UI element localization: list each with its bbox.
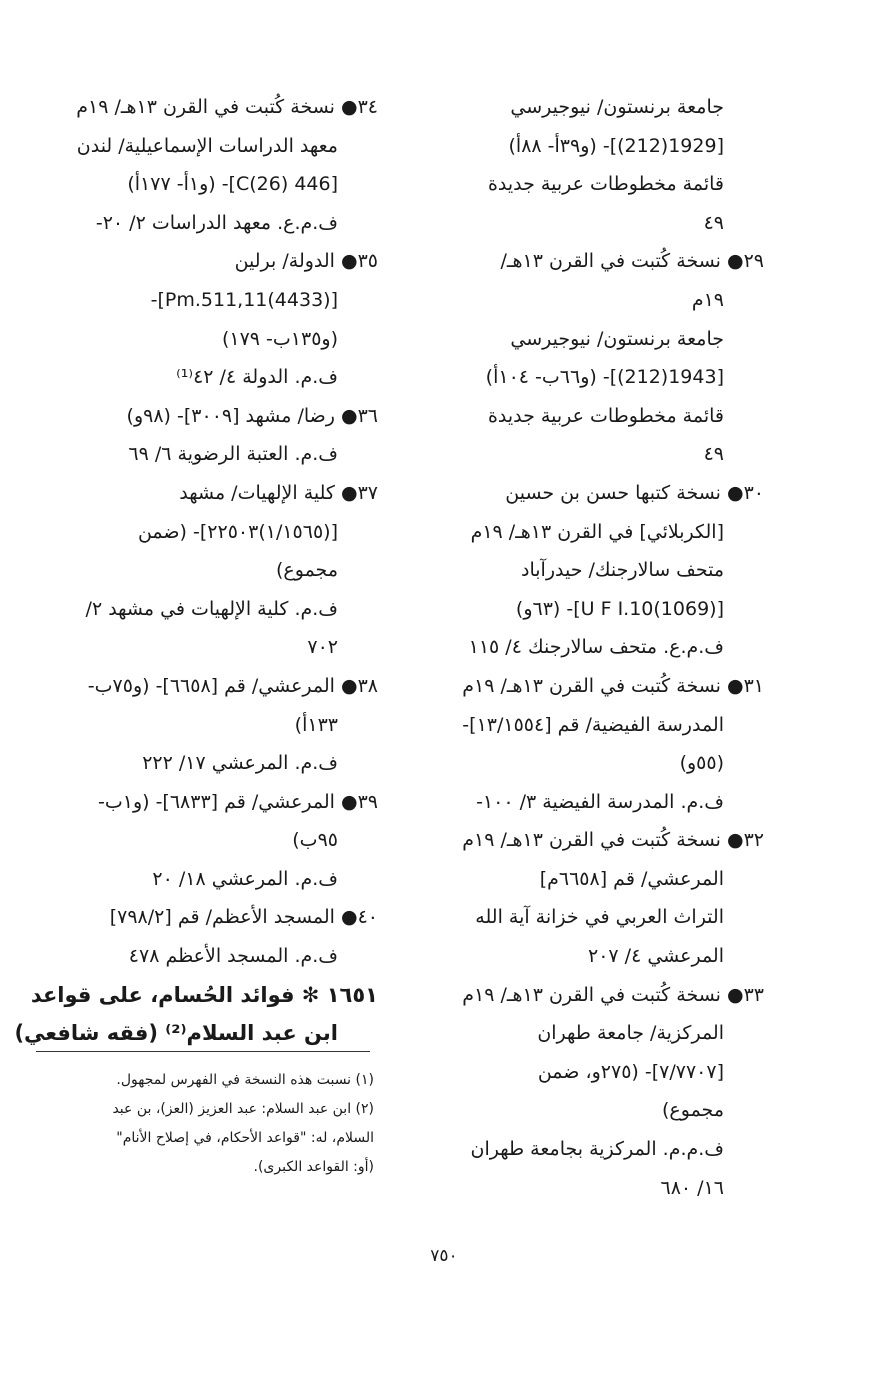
text-line: ف.م. المسجد الأعظم ٤٧٨ bbox=[128, 945, 338, 968]
text-line: المرعشي/ قم [٦٦٥٨م] bbox=[539, 867, 724, 890]
entry-title: ١٦٥١ ✻ فوائد الحُسام، على قواعد bbox=[30, 982, 378, 1007]
text-line: مجموع) bbox=[276, 559, 338, 582]
text-line: ٤٩ bbox=[703, 211, 724, 234]
entry-line: ٣٠● نسخة كتبها حسن بن حسين bbox=[505, 481, 764, 504]
text-line: ف.م.م. المركزية بجامعة طهران bbox=[470, 1138, 724, 1161]
entry-title-continued: ابن عبد السلام⁽²⁾ (فقه شافعي) bbox=[14, 1021, 338, 1046]
text-line: ف.م. المدرسة الفيضية ٣/ ١٠٠- bbox=[476, 790, 724, 813]
text-line: التراث العربي في خزانة آية الله bbox=[475, 906, 724, 929]
text-line: [1943(212)]- (و٦٦ب- ١٠٤أ) bbox=[485, 366, 724, 389]
text-line: ف.م. الدولة ٤/ ٤٢⁽¹⁾ bbox=[176, 366, 338, 389]
text-line: ف.م. العتبة الرضوية ٦/ ٦٩ bbox=[128, 443, 338, 466]
text-line: ف.م. المرعشي ١٨/ ٢٠ bbox=[152, 867, 338, 890]
text-line: ٧٠٢ bbox=[307, 636, 338, 659]
text-line: المركزية/ جامعة طهران bbox=[537, 1022, 724, 1045]
entry-line: ٣١● نسخة كُتبت في القرن ١٣هـ/ ١٩م bbox=[462, 674, 764, 697]
text-line: ٩٥ب) bbox=[292, 829, 338, 852]
footnotes bbox=[30, 1066, 374, 1182]
entry-line: ٣٣● نسخة كُتبت في القرن ١٣هـ/ ١٩م bbox=[462, 983, 764, 1006]
left-column bbox=[14, 88, 378, 1053]
text-line: قائمة مخطوطات عربية جديدة bbox=[487, 404, 724, 427]
text-line: ١٣٣أ) bbox=[294, 713, 338, 736]
text-line: [(١/١٥٦٥)٢٢٥٠٣]- (ضمن bbox=[137, 520, 338, 543]
text-line: ١٩م bbox=[691, 288, 724, 311]
text-line: المدرسة الفيضية/ قم [١٣/١٥٥٤]- bbox=[462, 713, 724, 736]
text-line: [Pm.511,11(4433)]- bbox=[150, 288, 338, 311]
text-line: جامعة برنستون/ نيوجيرسي bbox=[510, 327, 724, 350]
text-line: المرعشي ٤/ ٢٠٧ bbox=[588, 945, 724, 968]
text-line: (٥٥و) bbox=[679, 752, 724, 775]
entry-line: ٤٠● المسجد الأعظم/ قم [٧٩٨/٢] bbox=[109, 906, 378, 929]
text-line: ف.م. المرعشي ١٧/ ٢٢٢ bbox=[142, 752, 338, 775]
text-line: مجموع) bbox=[662, 1099, 724, 1122]
text-line: ١٦/ ٦٨٠ bbox=[660, 1176, 724, 1199]
entry-line: ٣٧● كلية الإلهيات/ مشهد bbox=[179, 481, 378, 504]
text-line: متحف سالارجنك/ حيدرآباد bbox=[521, 559, 724, 582]
text-line: (و١٣٥ب- ١٧٩) bbox=[221, 327, 338, 350]
text-line: [446 C(26)]- (و١أ- ١٧٧أ) bbox=[127, 173, 338, 196]
text-line: ف.م. كلية الإلهيات في مشهد ٢/ bbox=[85, 597, 338, 620]
text-line: ٤٩ bbox=[703, 443, 724, 466]
entry-line: ٣٥● الدولة/ برلين bbox=[234, 250, 378, 273]
text-line: قائمة مخطوطات عربية جديدة bbox=[487, 173, 724, 196]
entry-line: ٢٩● نسخة كُتبت في القرن ١٣هـ/ bbox=[500, 250, 764, 273]
text-line: معهد الدراسات الإسماعيلية/ لندن bbox=[76, 134, 338, 157]
entry-line: ٣٢● نسخة كُتبت في القرن ١٣هـ/ ١٩م bbox=[462, 829, 764, 852]
right-column bbox=[418, 88, 764, 1207]
entry-line: ٣٩● المرعشي/ قم [٦٨٣٣]- (و١ب- bbox=[97, 790, 378, 813]
text-line: [1929(212)]- (و٣٩أ- ٨٨أ) bbox=[508, 134, 724, 157]
text-line: [الكربلائي] في القرن ١٣هـ/ ١٩م bbox=[470, 520, 724, 543]
text-line: [U F I.10(1069)]- (٦٣و) bbox=[515, 597, 724, 620]
footnote-divider bbox=[36, 1051, 370, 1052]
page-number: ٧٥٠ bbox=[430, 1246, 458, 1266]
text-line: جامعة برنستون/ نيوجيرسي bbox=[510, 96, 724, 118]
entry-line: ٣٦● رضا/ مشهد [٣٠٠٩]- (٩٨و) bbox=[126, 404, 378, 427]
entry-line: ٣٨● المرعشي/ قم [٦٦٥٨]- (و٧٥ب- bbox=[87, 674, 378, 697]
footnote-continued: (أو: القواعد الكبرى). bbox=[253, 1159, 374, 1175]
footnote: (١) نسبت هذه النسخة في الفهرس لمجهول. bbox=[116, 1072, 374, 1088]
text-line: ف.م.ع. معهد الدراسات ٢/ ٢٠- bbox=[95, 211, 338, 234]
text-line: [٧/٧٧٠٧]- (٢٧٥و، ضمن bbox=[537, 1060, 724, 1083]
entry-line: ٣٤● نسخة كُتبت في القرن ١٣هـ/ ١٩م bbox=[76, 96, 378, 118]
footnote: (٢) ابن عبد السلام: عبد العزيز (العز)، بن عبد bbox=[112, 1101, 374, 1117]
footnote-continued: السلام، له: "قواعد الأحكام، في إصلاح الأنام" bbox=[116, 1130, 374, 1146]
text-line: ف.م.ع. متحف سالارجنك ٤/ ١١٥ bbox=[468, 636, 724, 659]
